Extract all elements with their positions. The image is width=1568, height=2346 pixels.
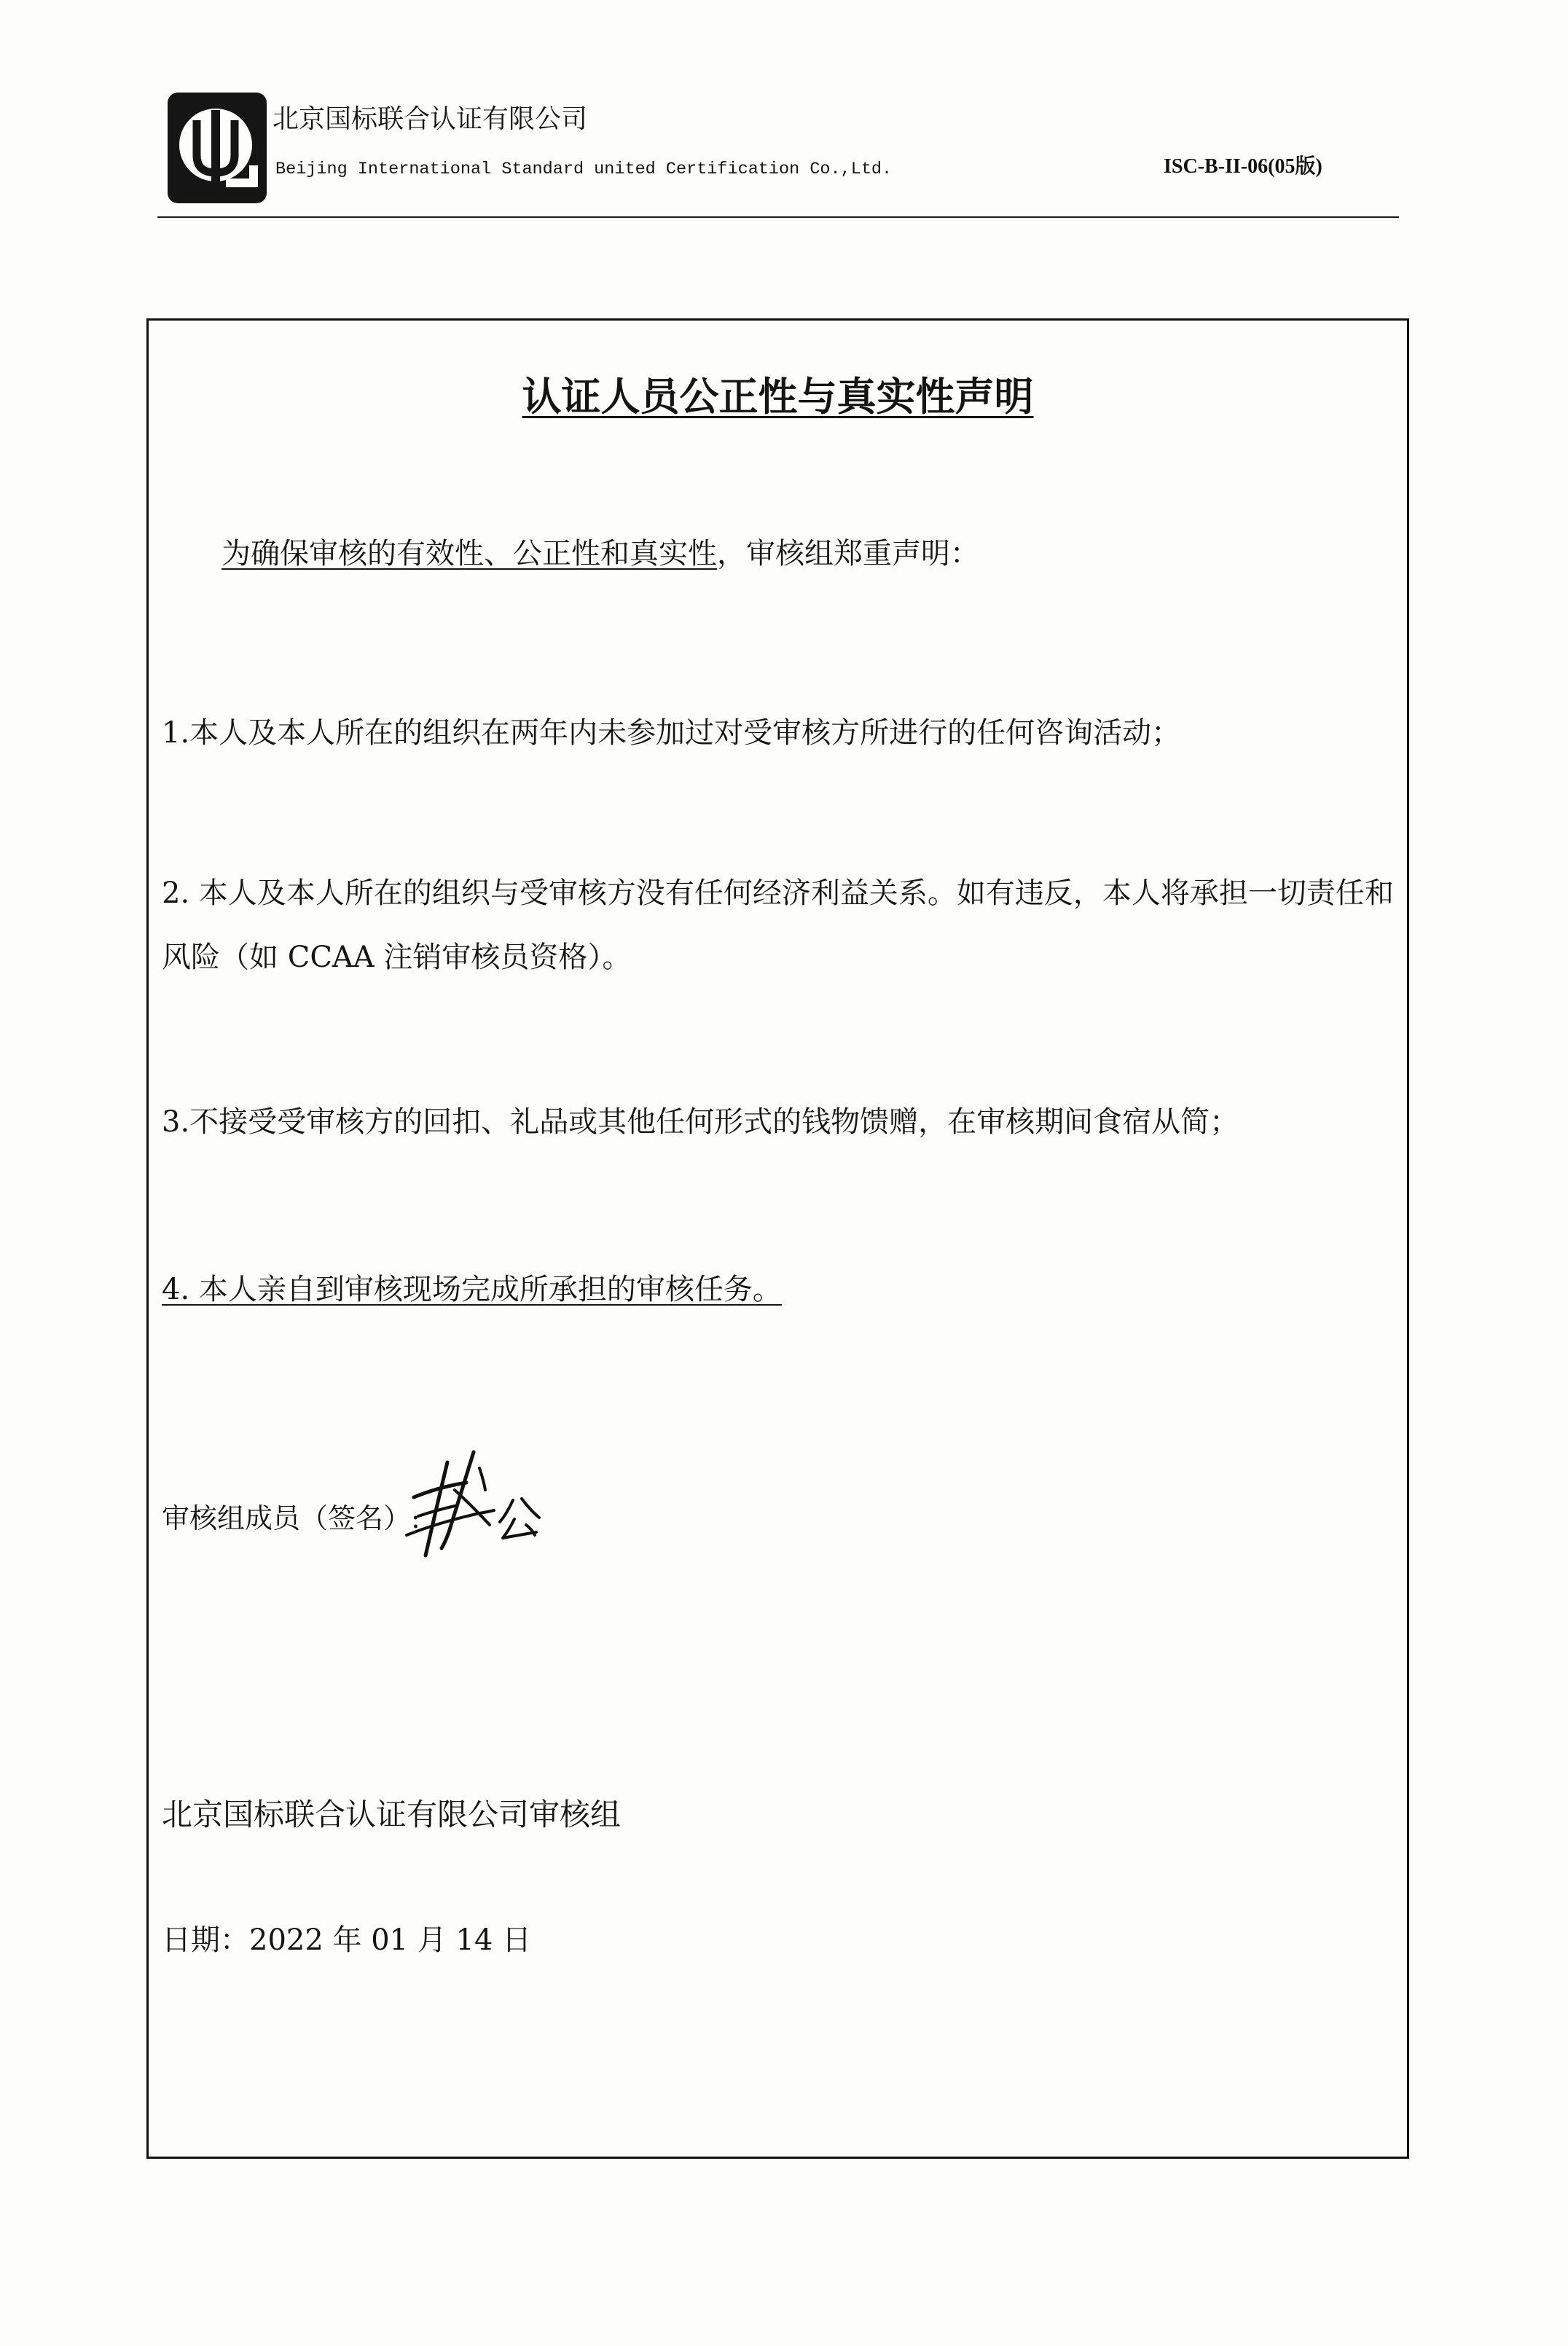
declaration-item-2-line-1: 2. 本人及本人所在的组织与受审核方没有任何经济利益关系。如有违反，本人将承担一切责任和 xyxy=(162,876,1394,910)
signature-label: 审核组成员（签名）: xyxy=(162,1502,420,1534)
declaration-title xyxy=(146,375,1409,419)
declaration-item-1: 1.本人及本人所在的组织在两年内未参加过对受审核方所进行的任何咨询活动； xyxy=(162,716,1181,750)
issuing-organization: 北京国标联合认证有限公司审核组 xyxy=(162,1797,622,1832)
declaration-date: 日期：2022 年 01 月 14 日 xyxy=(162,1923,532,1957)
declaration-title-text: 认证人员公正性与真实性声明 xyxy=(522,374,1034,420)
intro-rest-text: ，审核组郑重声明： xyxy=(717,537,979,570)
intro-underlined-text: 为确保审核的有效性、公正性和真实性 xyxy=(222,537,717,570)
declaration-item-2-line-2: 风险（如 CCAA 注销审核员资格）。 xyxy=(162,941,632,974)
declaration-item-3: 3.不接受受审核方的回扣、礼品或其他任何形式的钱物馈赠，在审核期间食宿从简； xyxy=(162,1105,1239,1139)
declaration-item-4-text: 4. 本人亲自到审核现场完成所承担的审核任务。 xyxy=(162,1273,782,1306)
document-code: ISC-B-II-06(05版) xyxy=(1164,155,1322,178)
logo-mark-icon xyxy=(168,93,267,203)
company-logo xyxy=(168,93,267,203)
signature-image xyxy=(404,1446,549,1564)
declaration-item-4 xyxy=(162,1274,782,1306)
company-name-en: Beijing International Standard united Certification Co.,Ltd. xyxy=(275,160,893,179)
header-divider xyxy=(157,216,1399,218)
declaration-frame xyxy=(146,318,1409,2159)
declaration-intro xyxy=(222,538,979,570)
company-name-cn: 北京国标联合认证有限公司 xyxy=(273,104,588,134)
